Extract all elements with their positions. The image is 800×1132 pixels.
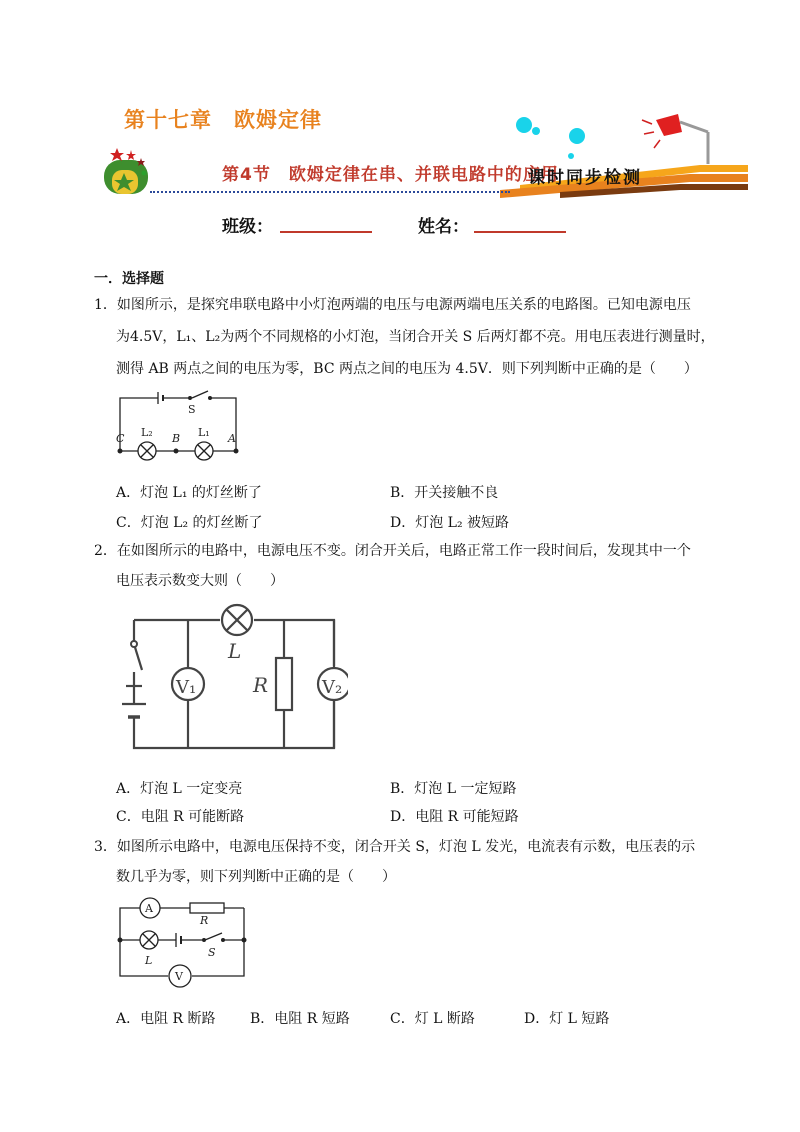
question-3-line-2: 数几乎为零，则下列判断中正确的是（ ） bbox=[116, 869, 396, 885]
voltmeter-label-v: V bbox=[175, 970, 183, 983]
question-1-option-b[interactable]: B．开关接触不良 bbox=[390, 485, 499, 501]
voltmeter-label-v1: V₁ bbox=[176, 677, 197, 698]
node-label-c: C bbox=[116, 432, 125, 445]
resistor-label-r: R bbox=[253, 673, 269, 697]
section-heading: 一．选择题 bbox=[94, 271, 164, 287]
question-2-option-d[interactable]: D．电阻 R 可能短路 bbox=[390, 809, 519, 825]
node-label-a: A bbox=[228, 432, 236, 445]
class-field[interactable] bbox=[280, 230, 372, 233]
voltmeter-label-v2: V₂ bbox=[322, 677, 343, 698]
badge-label: 课时同步检测 bbox=[528, 168, 642, 188]
question-1-option-d[interactable]: D．灯泡 L₂ 被短路 bbox=[390, 515, 510, 531]
header-banner bbox=[0, 110, 800, 200]
node-label-b: B bbox=[172, 432, 181, 445]
question-2-option-b[interactable]: B．灯泡 L 一定短路 bbox=[390, 781, 517, 797]
switch-label-s: S bbox=[208, 946, 216, 959]
resistor-label-r: R bbox=[200, 914, 209, 927]
lamp-label-l1: L₁ bbox=[198, 426, 210, 439]
question-1-line-1: 1．如图所示，是探究串联电路中小灯泡两端的电压与电源两端电压关系的电路图。已知电源电压 bbox=[94, 297, 691, 313]
question-3-line-1: 3．如图所示电路中，电源电压保持不变，闭合开关 S，灯泡 L 发光，电流表有示数，电压表的示 bbox=[94, 839, 696, 855]
question-1-option-a[interactable]: A．灯泡 L₁ 的灯丝断了 bbox=[116, 485, 262, 501]
question-1-line-3: 测得 AB 两点之间的电压为零，BC 两点之间的电压为 4.5V．则下列判断中正确的是（ ） bbox=[116, 361, 698, 377]
chapter-title: 第十七章 欧姆定律 bbox=[124, 108, 322, 132]
question-3-option-c[interactable]: C．灯 L 断路 bbox=[390, 1011, 475, 1027]
name-field[interactable] bbox=[474, 230, 566, 233]
name-label: 姓名： bbox=[418, 217, 469, 237]
question-3-circuit-figure bbox=[112, 892, 252, 992]
switch-label: S bbox=[188, 403, 196, 416]
class-label: 班级： bbox=[222, 217, 273, 237]
lamp-label-l: L bbox=[145, 954, 153, 967]
question-3-option-b[interactable]: B．电阻 R 短路 bbox=[250, 1011, 350, 1027]
question-1-option-c[interactable]: C．灯泡 L₂ 的灯丝断了 bbox=[116, 515, 263, 531]
question-1-line-2: 为4.5V，L₁、L₂为两个不同规格的小灯泡，当闭合开关 S 后两灯都不亮。用电压表进行测量时， bbox=[116, 329, 715, 345]
question-3-option-d[interactable]: D．灯 L 短路 bbox=[524, 1011, 610, 1027]
lamp-icon bbox=[642, 114, 708, 164]
lamp-label-l2: L₂ bbox=[141, 426, 153, 439]
question-2-option-a[interactable]: A．灯泡 L 一定变亮 bbox=[116, 781, 243, 797]
question-2-option-c[interactable]: C．电阻 R 可能断路 bbox=[116, 809, 245, 825]
section-title: 第4节 欧姆定律在串、并联电路中的应用 bbox=[222, 165, 559, 185]
ammeter-label-a: A bbox=[145, 902, 153, 915]
lamp-label-l: L bbox=[228, 639, 242, 663]
bubble-icon bbox=[516, 117, 532, 133]
question-2-circuit-figure bbox=[112, 600, 348, 758]
question-2-line-1: 2．在如图所示的电路中，电源电压不变。闭合开关后，电路正常工作一段时间后，发现其中一个 bbox=[94, 543, 691, 559]
question-2-line-2: 电压表示数变大则（ ） bbox=[116, 573, 284, 589]
header-divider bbox=[150, 191, 510, 193]
question-3-option-a[interactable]: A．电阻 R 断路 bbox=[116, 1011, 216, 1027]
question-1-circuit-figure bbox=[112, 384, 248, 462]
